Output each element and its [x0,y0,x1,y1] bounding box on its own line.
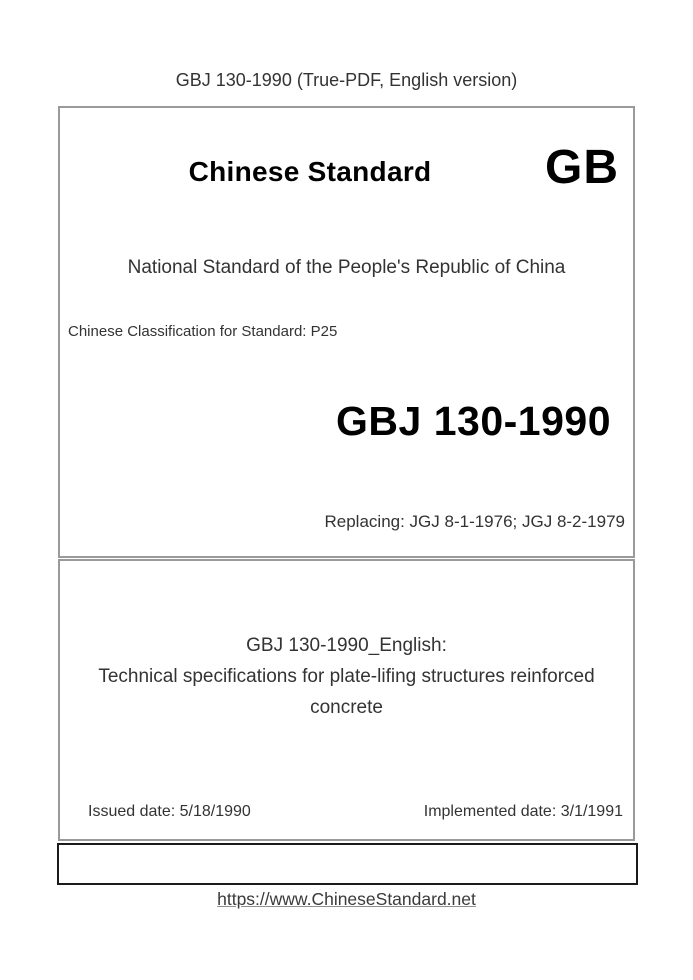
document-title-line2: Technical specifications for plate-lifing structures reinforced concrete [98,666,595,718]
page-header: GBJ 130-1990 (True-PDF, English version) [175,70,518,90]
document-title [67,630,627,723]
implemented-date: Implemented date: 3/1/1991 [423,803,623,820]
national-standard-line: National Standard of the People's Republic of China [127,257,566,278]
standard-number: GBJ 130-1990 [336,398,611,444]
brand-title: Chinese Standard [188,156,432,187]
gb-logo: GB [545,141,619,194]
empty-bottom-bar [57,843,638,885]
issued-date: Issued date: 5/18/1990 [88,803,251,820]
replacing-line: Replacing: JGJ 8-1-1976; JGJ 8-2-1979 [324,512,625,531]
title-box [58,559,635,841]
cover-box [58,106,635,558]
dates-row [60,803,633,821]
document-title-line1: GBJ 130-1990_English: [246,635,447,656]
classification-line: Chinese Classification for Standard: P25 [68,323,338,340]
footer-link[interactable]: https://www.ChineseStandard.net [217,889,476,909]
